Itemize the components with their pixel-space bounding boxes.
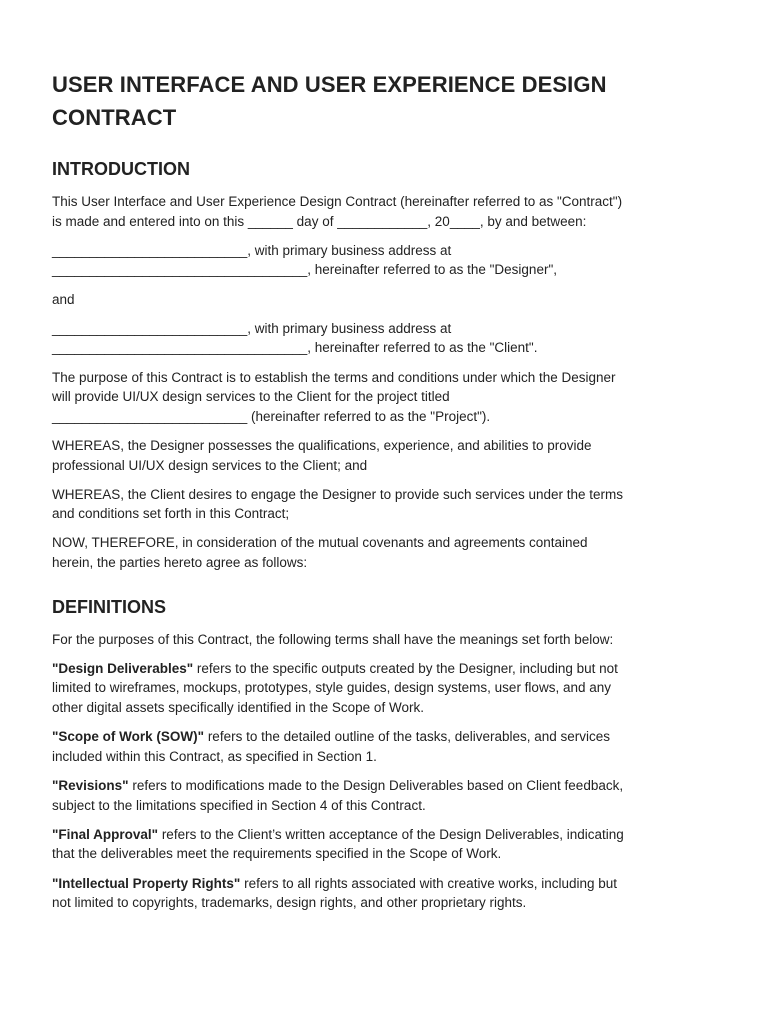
designer-party-block: [52, 241, 722, 280]
contract-page: [52, 68, 722, 922]
text-line: __________________________________, hereinafter referred to as the "Designer",: [52, 262, 557, 278]
text-line: __________________________ (hereinafter referred to as the "Project").: [52, 408, 491, 424]
whereas-paragraph: [52, 485, 722, 524]
text-line: included within this Contract, as specified in Section 1.: [52, 748, 377, 764]
text-line: This User Interface and User Experience Design Contract (hereinafter referred to as "Contract"): [52, 194, 623, 209]
text-line: [52, 776, 722, 796]
text-line: that the deliverables meet the requirements specified in the Scope of Work.: [52, 846, 502, 862]
title-line: USER INTERFACE AND USER EXPERIENCE DESIGN: [52, 72, 607, 97]
text-line: herein, the parties hereto agree as follows:: [52, 555, 308, 571]
text-line: other digital assets specifically identified in the Scope of Work.: [52, 700, 424, 716]
text-line: NOW, THEREFORE, in consideration of the mutual covenants and agreements contained: [52, 535, 588, 551]
title-line: CONTRACT: [52, 105, 177, 130]
definition-text: refers to all rights associated with creative works, including but: [240, 875, 618, 891]
text-line: not limited to copyrights, trademarks, design rights, and other proprietary rights.: [52, 895, 527, 911]
whereas-paragraph: [52, 436, 722, 475]
text-line: professional UI/UX design services to the Client; and: [52, 457, 368, 473]
definition-text: refers to the specific outputs created by the Designer, including but not: [193, 660, 618, 676]
text-line: The purpose of this Contract is to establish the terms and conditions under which the Designer: [52, 369, 616, 385]
intro-paragraph: [52, 192, 722, 231]
now-therefore-paragraph: [52, 533, 722, 572]
text-line: [52, 727, 722, 747]
definition-text: refers to modifications made to the Design Deliverables based on Client feedback,: [128, 778, 624, 793]
introduction-heading: INTRODUCTION: [52, 159, 190, 179]
document-title: [52, 68, 722, 134]
definitions-heading: DEFINITIONS: [52, 596, 167, 617]
text-line: [52, 659, 722, 679]
text-line: limited to wireframes, mockups, prototypes, style guides, design systems, user flows, and any: [52, 680, 611, 696]
text-line: and conditions set forth in this Contract;: [52, 506, 290, 522]
text-line: __________________________, with primary business address at: [52, 242, 452, 258]
definition-term: "Revisions": [52, 778, 129, 793]
and-text: and: [52, 291, 75, 307]
definition-term: "Scope of Work (SOW)": [52, 729, 205, 745]
definitions-intro: For the purposes of this Contract, the following terms shall have the meanings set forth below:: [52, 631, 614, 647]
text-line: [52, 825, 722, 845]
text-line: WHEREAS, the Client desires to engage the Designer to provide such services under the terms: [52, 486, 624, 502]
text-line: __________________________, with primary business address at: [52, 320, 452, 336]
text-line: WHEREAS, the Designer possesses the qualifications, experience, and abilities to provide: [52, 437, 592, 453]
purpose-paragraph: [52, 368, 722, 427]
definition-item: [52, 776, 722, 815]
client-party-block: [52, 319, 722, 358]
definition-text: refers to the Client’s written acceptance of the Design Deliverables, indicating: [158, 826, 624, 842]
text-line: [52, 874, 722, 894]
definition-item: [52, 874, 722, 913]
text-line: subject to the limitations specified in Section 4 of this Contract.: [52, 797, 426, 813]
definition-item: [52, 727, 722, 766]
definition-term: "Final Approval": [52, 826, 159, 842]
text-line: is made and entered into on this ______ day of ____________, 20____, by and between:: [52, 213, 587, 229]
definition-term: "Design Deliverables": [52, 660, 194, 676]
text-line: will provide UI/UX design services to the Client for the project titled: [52, 389, 450, 405]
definition-text: refers to the detailed outline of the tasks, deliverables, and services: [204, 729, 611, 745]
definition-item: [52, 659, 722, 718]
definition-term: "Intellectual Property Rights": [52, 875, 241, 891]
text-line: __________________________________, hereinafter referred to as the "Client".: [52, 340, 538, 356]
definition-item: [52, 825, 722, 864]
